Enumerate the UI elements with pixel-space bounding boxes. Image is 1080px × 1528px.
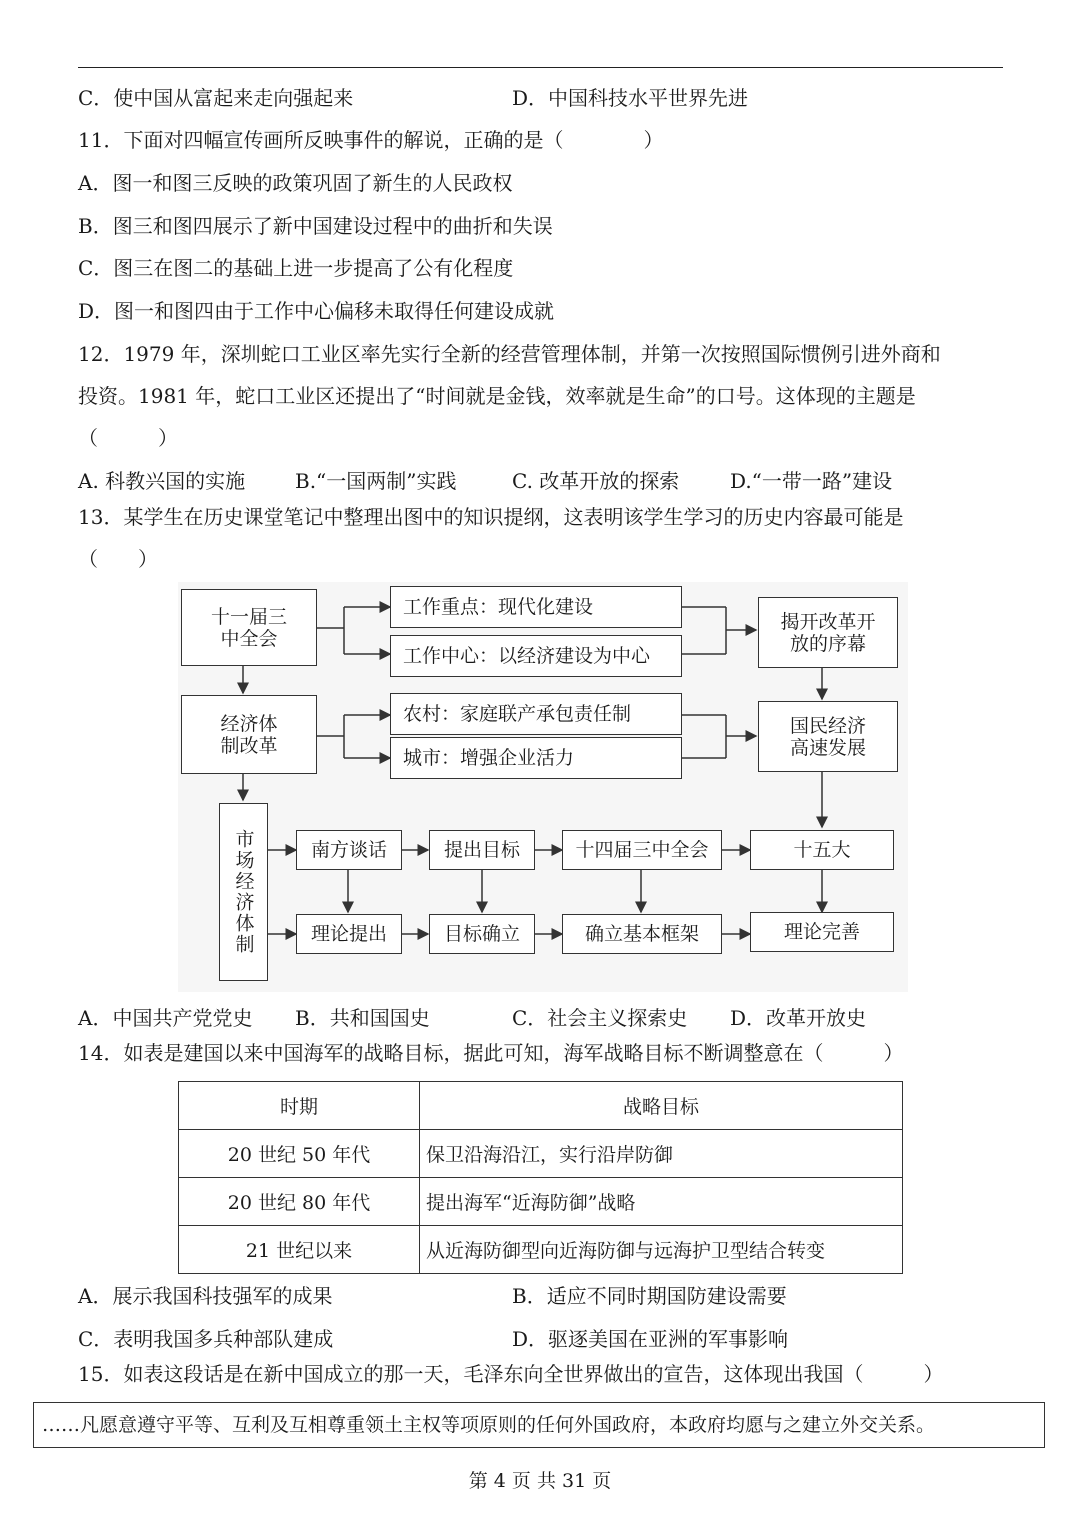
q11-option-b[interactable]: B．图三和图四展示了新中国建设过程中的曲折和失误 (78, 214, 553, 238)
q10-option-c[interactable]: C．使中国从富起来走向强起来 (78, 86, 354, 110)
urban-box: 城市：增强企业活力 (390, 737, 682, 779)
q11-option-d[interactable]: D．图一和图四由于工作中心偏移未取得任何建设成就 (78, 299, 555, 323)
q12-stem-line3: （ ） (78, 426, 178, 450)
q14-option-a[interactable]: A．展示我国科技强军的成果 (78, 1284, 333, 1308)
q12-stem-line2: 投资。1981 年，蛇口工业区还提出了“时间就是金钱，效率就是生命”的口号。这体现的主题是 (78, 384, 916, 408)
theory-proposed-box: 理论提出 (296, 914, 402, 954)
q12-option-a[interactable]: A. 科教兴国的实施 (78, 469, 246, 493)
table-row (179, 1178, 903, 1226)
q11-option-a[interactable]: A．图一和图三反映的政策巩固了新生的人民政权 (78, 171, 513, 195)
growth-box: 国民经济高速发展 (758, 701, 898, 772)
q13-option-a[interactable]: A．中国共产党党史 (78, 1006, 253, 1030)
q14-option-b[interactable]: B．适应不同时期国防建设需要 (512, 1284, 787, 1308)
q13-option-b[interactable]: B．共和国国史 (295, 1006, 430, 1030)
q12-option-c[interactable]: C. 改革开放的探索 (512, 469, 680, 493)
focus-box: 工作重点：现代化建设 (390, 586, 682, 628)
q14-option-c[interactable]: C．表明我国多兵种部队建成 (78, 1327, 334, 1351)
center-box: 工作中心：以经济建设为中心 (390, 635, 682, 677)
q13-stem-line2: （ ） (78, 547, 158, 571)
table-cell-period: 21 世纪以来 (179, 1226, 420, 1274)
prelude-box: 揭开改革开放的序幕 (758, 597, 898, 668)
goal-set-box: 目标确立 (429, 914, 535, 954)
q12-stem-line1: 12．1979 年，深圳蛇口工业区率先实行全新的经营管理体制，并第一次按照国际惯例引进外商和 (78, 342, 941, 366)
market-economy-box: 市场经济体制 (219, 803, 268, 981)
top-rule (78, 67, 1003, 68)
econ-reform-box: 经济体制改革 (181, 695, 317, 774)
q11-option-c[interactable]: C．图三在图二的基础上进一步提高了公有化程度 (78, 256, 514, 280)
plenum-box: 十一届三中全会 (181, 589, 317, 666)
congress15-box: 十五大 (750, 830, 894, 870)
south-talk-box: 南方谈话 (296, 830, 402, 870)
page-footer: 第 4 页 共 31 页 (468, 1470, 612, 1492)
q15-stem: 15．如表这段话是在新中国成立的那一天，毛泽东向全世界做出的宣告，这体现出我国（ ） (78, 1362, 944, 1386)
framework-box: 确立基本框架 (562, 914, 722, 954)
navy-strategy-table (178, 1081, 903, 1274)
propose-goal-box: 提出目标 (429, 830, 535, 870)
q12-option-d[interactable]: D.“一带一路”建设 (730, 469, 893, 493)
table-cell-goal: 从近海防御型向近海防御与远海护卫型结合转变 (420, 1226, 903, 1274)
plenum14-box: 十四届三中全会 (562, 830, 722, 870)
q13-option-d[interactable]: D．改革开放史 (730, 1006, 867, 1030)
knowledge-outline-diagram (178, 582, 908, 992)
table-cell-period: 20 世纪 80 年代 (179, 1178, 420, 1226)
table-cell-period: 20 世纪 50 年代 (179, 1130, 420, 1178)
rural-box: 农村：家庭联产承包责任制 (390, 693, 682, 735)
q12-option-b[interactable]: B.“一国两制”实践 (295, 469, 457, 493)
table-header-period: 时期 (179, 1082, 420, 1130)
q10-option-d[interactable]: D．中国科技水平世界先进 (512, 86, 749, 110)
q13-stem-line1: 13．某学生在历史课堂笔记中整理出图中的知识提纲，这表明该学生学习的历史内容最可能是 (78, 505, 904, 529)
q14-option-d[interactable]: D．驱逐美国在亚洲的军事影响 (512, 1327, 789, 1351)
q14-stem: 14．如表是建国以来中国海军的战略目标，据此可知，海军战略目标不断调整意在（ ） (78, 1041, 904, 1065)
q13-option-c[interactable]: C．社会主义探索史 (512, 1006, 688, 1030)
table-cell-goal: 提出海军“近海防御”战略 (420, 1178, 903, 1226)
table-header-goal: 战略目标 (420, 1082, 903, 1130)
table-row (179, 1226, 903, 1274)
q15-quote-box: ……凡愿意遵守平等、互利及互相尊重领土主权等项原则的任何外国政府，本政府均愿与之建立外交关系。 (33, 1402, 1045, 1448)
q11-stem: 11．下面对四幅宣传画所反映事件的解说，正确的是（ ） (78, 128, 664, 152)
table-header-row (179, 1082, 903, 1130)
table-cell-goal: 保卫沿海沿江，实行沿岸防御 (420, 1130, 903, 1178)
table-row (179, 1130, 903, 1178)
theory-perfected-box: 理论完善 (750, 912, 894, 952)
